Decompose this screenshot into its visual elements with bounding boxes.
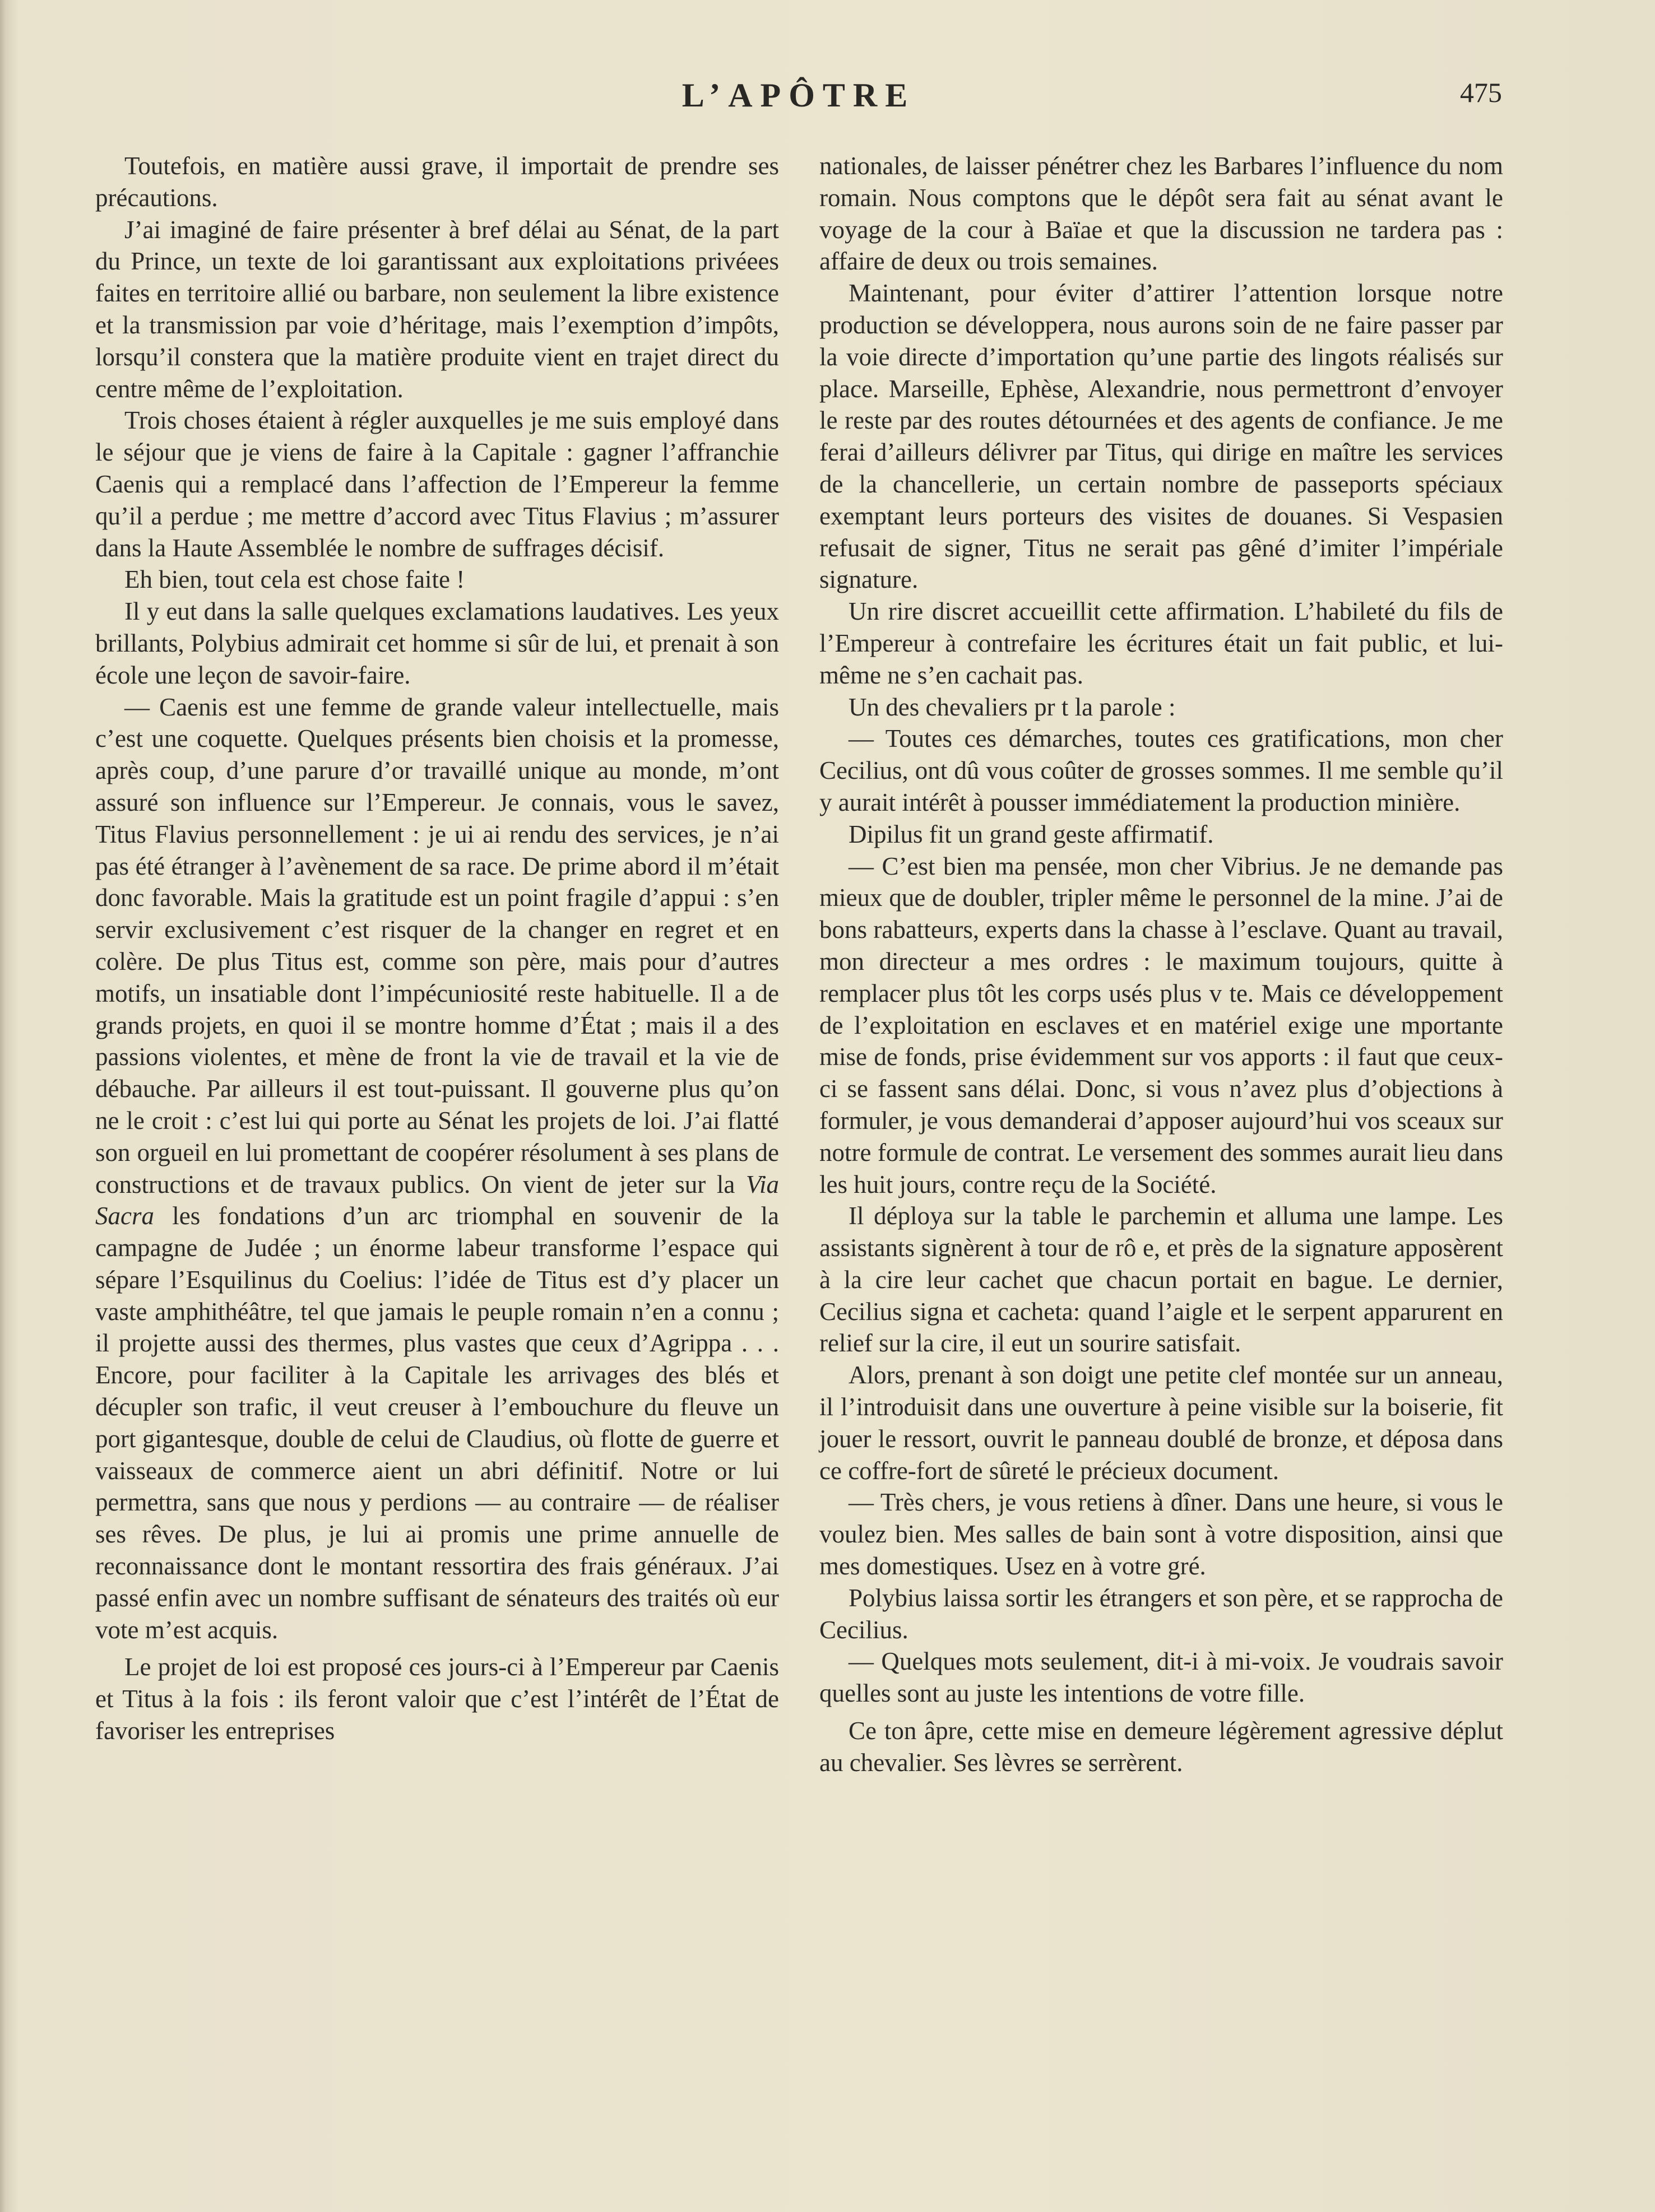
- paragraph: Ce ton âpre, cette mise en demeure légèrement agressive déplut au chevalier. Ses lèvres se serrèrent.: [819, 1717, 1503, 1777]
- paragraph: Dipilus fit un grand geste affirmatif.: [849, 820, 1214, 848]
- paragraph: — Très chers, je vous retiens à dîner. Dans une heure, si vous le voulez bien. Mes salles de bain sont à votre disposition, ainsi que mes domestiques. Usez en à votre gré.: [819, 1488, 1503, 1581]
- paragraph: Il déploya sur la table le parchemin et alluma une lampe. Les assistants signèrent à tour de rô e, et près de la signature apposèrent à la cire leur cachet que chacun portait en bague. Le dernier, Cecilius signa et cacheta: quand l’aigle et le serpent apparurent en relief sur la cire, il eut un sourire satisfait.: [819, 1202, 1503, 1358]
- paragraph: J’ai imaginé de faire présenter à bref délai au Sénat, de la part du Prince, un texte de loi garantissant aux exploitations privéees faites en territoire allié ou barbare, non seulement la libre existence et la transmission par voie d’héritage, mais l’exemption d’impôts, lorsqu’il constera que la matière produite vient en trajet direct du centre même de l’exploitation.: [95, 215, 779, 403]
- paragraph: Le projet de loi est proposé ces jours-ci à l’Empereur par Caenis et Titus à la fois : ils feront valoir que c’est l’intérêt de l’État de favoriser les entreprises: [95, 1653, 779, 1745]
- paragraph: Il y eut dans la salle quelques exclamations laudatives. Les yeux brillants, Polybius admirait cet homme si sûr de lui, et prenait à son école une leçon de savoir-faire.: [95, 597, 779, 689]
- paragraph: — C’est bien ma pensée, mon cher Vibrius. Je ne demande pas mieux que de doubler, tripler même le personnel de la mine. J’ai de bons rabatteurs, experts dans la chasse à l’esclave. Quant au travail, mon directeur a mes ordres : le maximum toujours, quitte à remplacer plus tôt les corps usés plus v te. Mais ce développement de l’exploitation en esclaves et en matériel exige une mportante mise de fonds, prise évidemment sur vos apports : il faut que ceux-ci se fassent sans délai. Donc, si vous n’avez plus d’objections à formuler, je vous demanderai d’apposer aujourd’hui vos sceaux sur notre formule de contrat. Le versement des sommes aurait lieu dans les huit jours, contre reçu de la Société.: [819, 852, 1503, 1198]
- left-column: [95, 150, 779, 1747]
- running-title: L’APÔTRE: [682, 77, 916, 114]
- paragraph: Trois choses étaient à régler auxquelles je me suis employé dans le séjour que je viens de faire à la Capitale : gagner l’affranchie Caenis qui a remplacé dans l’affection de l’Empereur la femme qu’il a perdue ; me mettre d’accord avec Titus Flavius ; m’assurer dans la Haute Assemblée le nombre de suffrages décisif.: [95, 406, 779, 562]
- running-header: [95, 76, 1502, 121]
- paragraph: — Toutes ces démarches, toutes ces gratifications, mon cher Cecilius, ont dû vous coûter de grosses sommes. Il me semble qu’il y aurait intérêt à pousser immédiatement la production minière.: [819, 724, 1503, 816]
- paragraph-text: — Caenis est une femme de grande valeur intellectuelle, mais c’est une coquette. Quelques présents bien choisis et la promesse, après coup, d’une parure d’or travaillé unique au monde, m’ont assuré son influence sur l’Empereur. Je connais, vous le savez, Titus Flavius personnellement : je ui ai rendu des services, je n’ai pas été étranger à l’avènement de sa race. De prime abord il m’était donc favorable. Mais la gratitude est un point fragile d’appui : s’en servir exclusivement c’est risquer de la changer en regret et en colère. De plus Titus est, comme son père, mais pour d’autres motifs, un insatiable dont l’impécuniosité reste habituelle. Il a de grands projets, en quoi il se montre homme d’État ; mais il a des passions violentes, et mène de front la vie de travail et la vie de débauche. Par ailleurs il est tout-puissant. Il gouverne plus qu’on ne le croit : c’est lui qui porte au Sénat les projets de loi. J’ai flatté son orgueil en lui promettant de coopérer résolument à ses plans de constructions et de travaux publics. On vient de jeter sur la: [95, 693, 779, 1198]
- paragraph: Alors, prenant à son doigt une petite clef montée sur un anneau, il l’introduisit dans une ouverture à peine visible sur la boiserie, fit jouer le ressort, ouvrit le panneau doublé de bronze, et déposa dans ce coffre-fort de sûreté le précieux document.: [819, 1361, 1503, 1485]
- right-column: [819, 150, 1503, 1779]
- page-number: 475: [1460, 77, 1502, 108]
- paragraph: Polybius laissa sortir les étrangers et son père, et se rapprocha de Cecilius.: [819, 1583, 1503, 1644]
- paragraph: Toutefois, en matière aussi grave, il importait de prendre ses précautions.: [95, 152, 779, 212]
- italic-place-name: Via Sacra: [95, 1170, 779, 1230]
- paragraph: [95, 691, 779, 1646]
- paragraph-text: les fondations d’un arc triomphal en souvenir de la campagne de Judée ; un énorme labeur transforme l’espace qui sépare l’Esquilinus du Coelius: l’idée de Titus est d’y placer un vaste amphithéâtre, tel que jamais le peuple romain n’en a connu ; il projette aussi des thermes, plus vastes que ceux d’Agrippa . . . Encore, pour faciliter à la Capitale les arrivages des blés et décupler son trafic, il veut creuser à l’embouchure du fleuve un port gigantesque, double de celui de Claudius, où flotte de guerre et vaisseaux de commerce aient un abri définitif. Notre or lui permettra, sans que nous y perdions — au contraire — de réaliser ses rêves. De plus, je lui ai promis une prime annuelle de reconnaissance dont le montant ressortira des frais généraux. J’ai passé enfin avec un nombre suffisant de sénateurs des traités où eur vote m’est acquis.: [95, 1202, 779, 1644]
- paragraph-continued: nationales, de laisser pénétrer chez les Barbares l’influence du nom romain. Nous comptons que le dépôt sera fait au sénat avant le voyage de la cour à Baïae et que la discussion ne tardera pas : affaire de deux ou trois semaines.: [819, 152, 1503, 276]
- paragraph: Eh bien, tout cela est chose faite !: [124, 565, 465, 594]
- paragraph: Maintenant, pour éviter d’attirer l’attention lorsque notre production se développera, nous aurons soin de ne faire passer par la voie directe d’importation qu’une partie des lingots réalisés sur place. Marseille, Ephèse, Alexandrie, nous permettront d’envoyer le reste par des routes détournées et des agents de confiance. Je me ferai d’ailleurs délivrer par Titus, qui dirige en maître les services de la chancellerie, un certain nombre de passeports spéciaux exemptant leurs porteurs des visites de douanes. Si Vespasien refusait de signer, Titus ne serait pas gêné d’imiter l’impériale signature.: [819, 279, 1503, 594]
- paragraph: Un des chevaliers pr t la parole :: [849, 693, 1176, 721]
- paragraph: Un rire discret accueillit cette affirmation. L’habileté du fils de l’Empereur à contrefaire les écritures était un fait public, et lui-même ne s’en cachait pas.: [819, 597, 1503, 689]
- paragraph: — Quelques mots seulement, dit-i à mi-voix. Je voudrais savoir quelles sont au juste les intentions de votre fille.: [819, 1647, 1503, 1708]
